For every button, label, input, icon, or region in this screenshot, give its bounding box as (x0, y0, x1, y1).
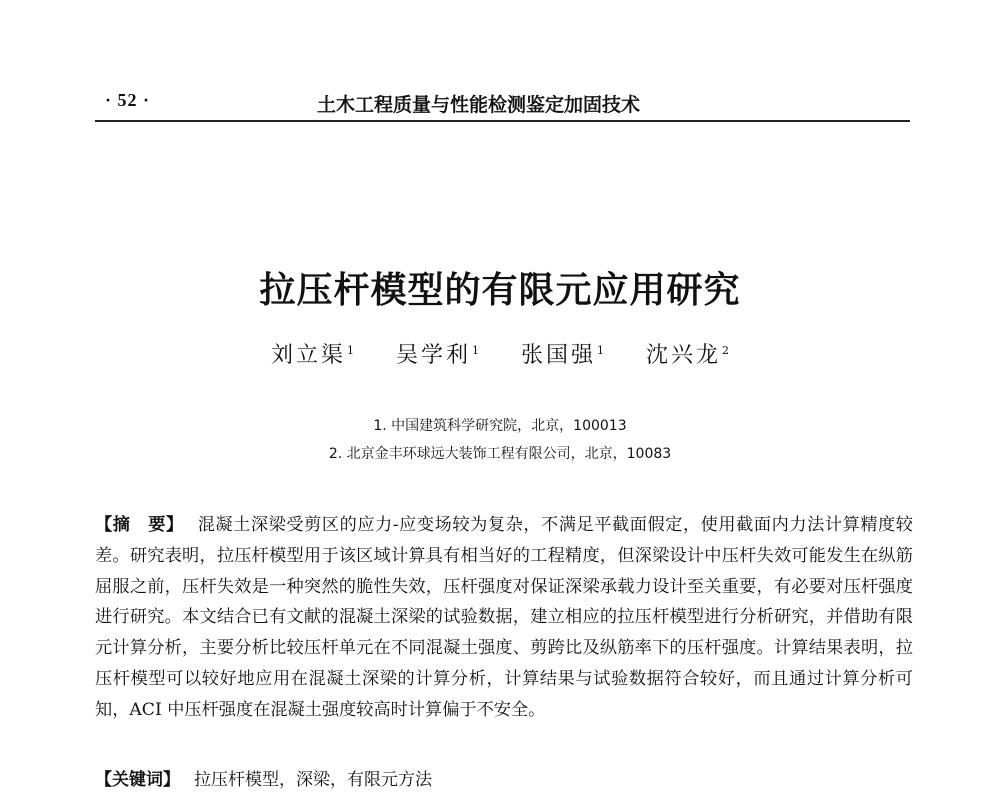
author (396, 338, 479, 369)
author (271, 338, 354, 369)
journal-title: 土木工程质量与性能检测鉴定加固技术 (317, 94, 641, 116)
abstract (95, 510, 913, 726)
author-name: 刘立渠 (270, 343, 346, 368)
keywords (95, 765, 913, 795)
affiliation-2: 2. 北京金丰环球远大装饰工程有限公司，北京，10083 (328, 446, 672, 462)
author-name: 张国强 (521, 343, 597, 368)
page-number: · 52 · (105, 90, 151, 110)
keywords-label: 【关键词】 (95, 770, 180, 790)
author-affil-mark: 2 (722, 343, 730, 357)
running-header (95, 84, 910, 122)
author-name: 吴学利 (395, 343, 471, 368)
author (646, 338, 729, 369)
affiliations (0, 412, 1000, 468)
keywords-text: 拉压杆模型，深梁，有限元方法 (194, 770, 432, 790)
author-affil-mark: 1 (597, 343, 605, 357)
affiliation-1: 1. 中国建筑科学研究院，北京，100013 (373, 418, 627, 434)
author-affil-mark: 1 (472, 343, 479, 357)
author-affil-mark: 1 (346, 343, 354, 357)
author-name: 沈兴龙 (646, 343, 722, 368)
article-title: 拉压杆模型的有限元应用研究 (259, 269, 741, 311)
abstract-label: 【摘 要】 (95, 515, 184, 535)
abstract-text: 混凝土深梁受剪区的应力-应变场较为复杂，不满足平截面假定，使用截面内力法计算精度较差。研究表明，拉压杆模型用于该区域计算具有相当好的工程精度，但深梁设计中压杆失效可能发生在纵筋屈服之前，压杆失效是一种突然的脆性失效，压杆强度对保证深梁承载力设计至关重要，有必要对压杆强度进行研究。本文结合已有文献的混凝土深梁的试验数据，建立相应的拉压杆模型进行分析研究，并借助有限元计算分析，主要分析比较压杆单元在不同混凝土强度、剪跨比及纵筋率下的压杆强度。计算结果表明，拉压杆模型可以较好地应用在混凝土深梁的计算分析，计算结果与试验数据符合较好，而且通过计算分析可知，ACI 中压杆强度在混凝土强度较高时计算偏于不安全。 (95, 515, 913, 720)
author-list (0, 338, 1000, 369)
author (521, 338, 604, 369)
